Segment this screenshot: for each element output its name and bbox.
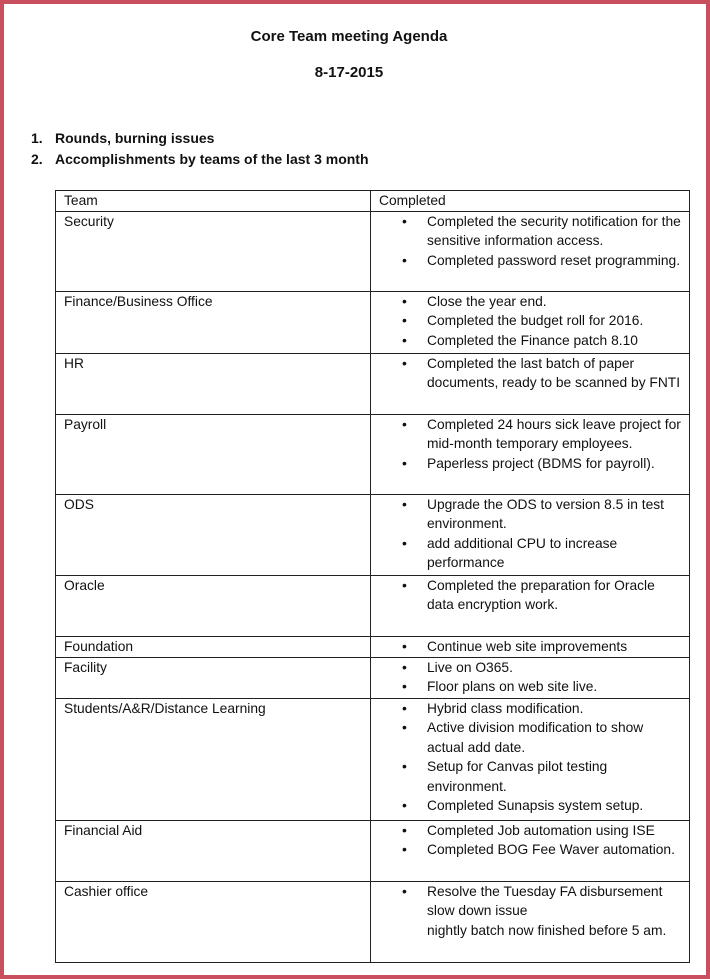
table-row — [56, 494, 690, 575]
completed-item: • Completed BOG Fee Waver automation. — [371, 840, 683, 860]
table-row — [56, 353, 690, 414]
completed-item: • Live on O365. — [371, 658, 683, 678]
agenda-item-text: Rounds, burning issues — [55, 130, 215, 146]
meeting-date: 8-17-2015 — [314, 64, 384, 81]
agenda-item — [31, 149, 369, 170]
completed-cell — [371, 575, 690, 636]
completed-item: • Completed the Finance patch 8.10 — [371, 331, 683, 351]
completed-list — [371, 658, 683, 697]
completed-list — [371, 292, 683, 351]
completed-item: • Close the year end. — [371, 292, 683, 312]
completed-item: • Completed Job automation using ISE — [371, 821, 683, 841]
table-header-row — [56, 191, 690, 212]
completed-cell — [371, 211, 690, 291]
table-row — [56, 820, 690, 881]
table-row — [56, 698, 690, 820]
page-title: Core Team meeting Agenda — [250, 28, 448, 45]
completed-item: • Continue web site improvements — [371, 637, 683, 657]
completed-item: • Resolve the Tuesday FA disbursement slow down issue nightly batch now finished before 5 am. — [371, 882, 683, 941]
team-cell: Cashier office — [56, 881, 371, 962]
team-cell: HR — [56, 353, 371, 414]
completed-item: • Hybrid class modification. — [371, 699, 683, 719]
team-cell: Oracle — [56, 575, 371, 636]
table-row — [56, 575, 690, 636]
completed-column-header: Completed — [371, 191, 690, 212]
table-body — [56, 211, 690, 962]
agenda-item — [31, 128, 369, 149]
completed-list — [371, 415, 683, 474]
completed-item: • Completed 24 hours sick leave project for mid-month temporary employees. — [371, 415, 683, 454]
team-cell: Students/A&R/Distance Learning — [56, 698, 371, 820]
completed-list — [371, 495, 683, 573]
completed-item: • Setup for Canvas pilot testing environment. — [371, 757, 683, 796]
completed-list — [371, 699, 683, 816]
completed-item: • Active division modification to show actual add date. — [371, 718, 683, 757]
table-row — [56, 881, 690, 962]
completed-cell — [371, 657, 690, 698]
completed-item: • Completed the preparation for Oracle data encryption work. — [371, 576, 683, 615]
completed-item: • add additional CPU to increase performance — [371, 534, 683, 573]
team-cell: ODS — [56, 494, 371, 575]
completed-item: • Paperless project (BDMS for payroll). — [371, 454, 683, 474]
team-column-header: Team — [56, 191, 371, 212]
completed-item: • Floor plans on web site live. — [371, 677, 683, 697]
table-row — [56, 636, 690, 657]
completed-cell — [371, 353, 690, 414]
completed-cell — [371, 881, 690, 962]
team-cell: Financial Aid — [56, 820, 371, 881]
agenda-item-text: Accomplishments by teams of the last 3 month — [55, 151, 369, 167]
completed-cell — [371, 698, 690, 820]
agenda-item-number: 2. — [31, 151, 43, 167]
completed-list — [371, 821, 683, 860]
completed-item: • Completed the security notification for the sensitive information access. — [371, 212, 683, 251]
completed-list — [371, 354, 683, 393]
team-cell: Security — [56, 211, 371, 291]
completed-cell — [371, 636, 690, 657]
completed-cell — [371, 494, 690, 575]
completed-item: • Completed the last batch of paper documents, ready to be scanned by FNTI — [371, 354, 683, 393]
completed-cell — [371, 291, 690, 353]
completed-list — [371, 637, 683, 657]
accomplishments-table — [55, 190, 690, 963]
agenda-item-number: 1. — [31, 130, 43, 146]
completed-item: • Completed Sunapsis system setup. — [371, 796, 683, 816]
completed-list — [371, 212, 683, 271]
agenda-list — [31, 128, 369, 170]
completed-list — [371, 576, 683, 615]
team-cell: Payroll — [56, 414, 371, 494]
completed-list — [371, 882, 683, 941]
table-row — [56, 657, 690, 698]
completed-item: • Completed the budget roll for 2016. — [371, 311, 683, 331]
completed-cell — [371, 414, 690, 494]
table-row — [56, 414, 690, 494]
completed-item: • Upgrade the ODS to version 8.5 in test environment. — [371, 495, 683, 534]
completed-cell — [371, 820, 690, 881]
table-row — [56, 211, 690, 291]
table-row — [56, 291, 690, 353]
team-cell: Finance/Business Office — [56, 291, 371, 353]
completed-item: • Completed password reset programming. — [371, 251, 683, 271]
team-cell: Facility — [56, 657, 371, 698]
team-cell: Foundation — [56, 636, 371, 657]
